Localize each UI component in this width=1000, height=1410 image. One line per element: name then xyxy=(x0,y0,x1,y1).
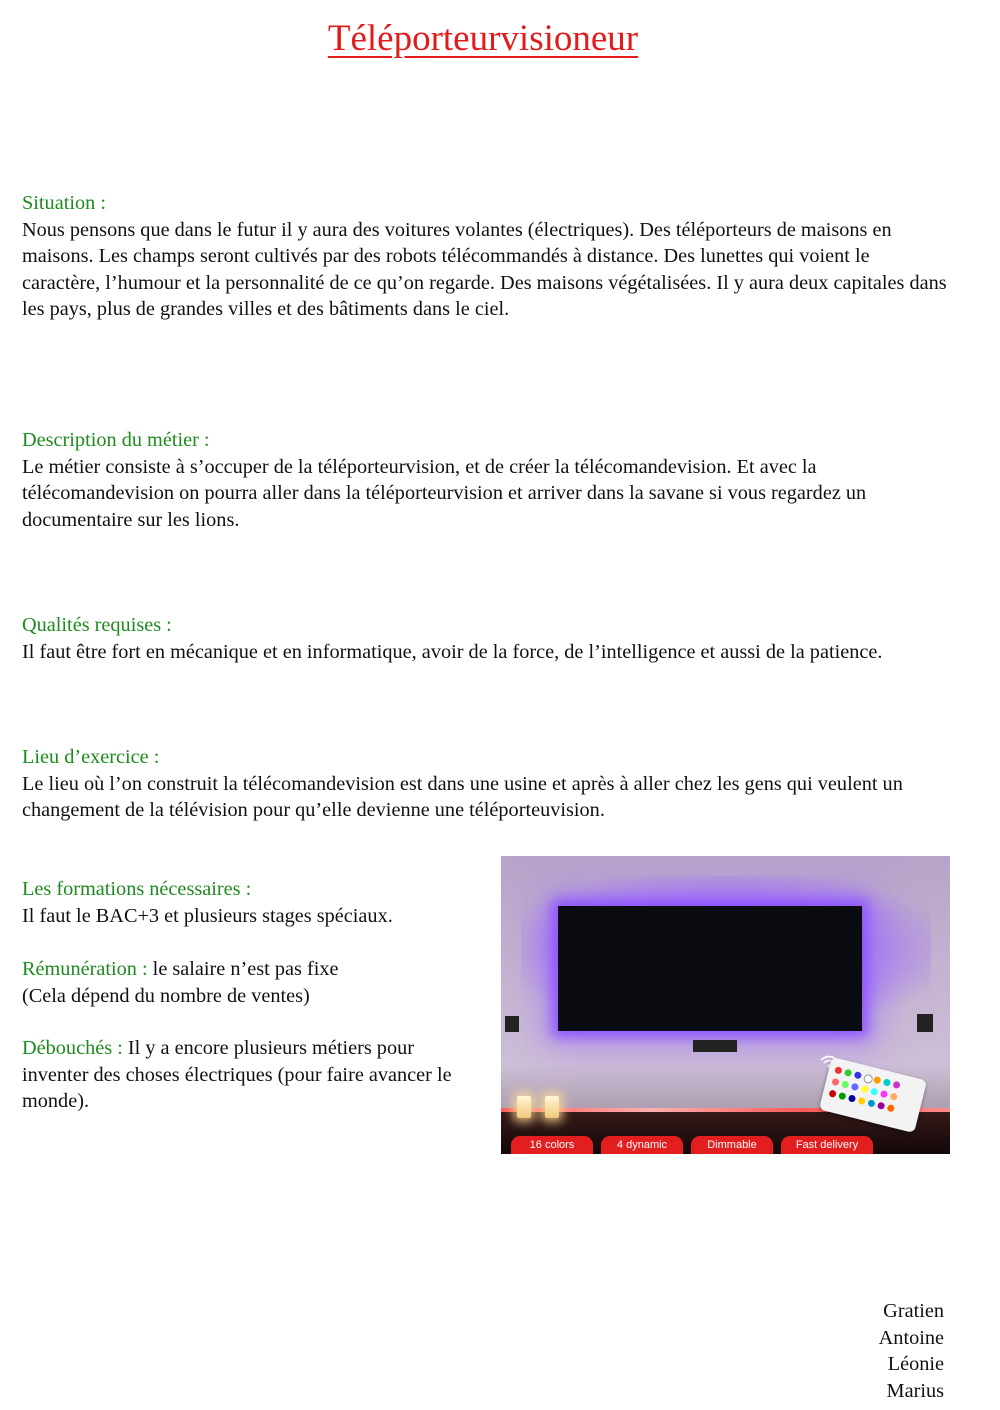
qualites-section xyxy=(22,612,952,665)
lieu-text: Le lieu où l’on construit la télécomandevision est dans une usine et après à aller chez les gens qui veulent un changement de la télévision pour qu’elle devienne une téléporteuvision. xyxy=(22,772,903,821)
badge-dimmable: Dimmable xyxy=(691,1136,773,1154)
situation-heading: Situation : xyxy=(22,192,106,214)
tv-screen xyxy=(558,906,862,1031)
remuneration-detail: (Cela dépend du nombre de ventes) xyxy=(22,984,310,1007)
situation-text: Nous pensons que dans le futur il y aura des voitures volantes (électriques). Des téléporteurs de maisons en maisons. Les champs seront cultivés par des robots télécommandés à distance. Des lunettes qui voient le caractère, l’humour et la personnalité de ce qu’on regarde. Des maisons végétalisées. Il y aura deux capitales dans les pays, plus de grandes villes et des bâtiments dans le ciel. xyxy=(22,218,947,320)
author-name: Léonie xyxy=(887,1353,944,1375)
formations-heading: Les formations nécessaires : xyxy=(22,878,252,900)
remuneration-section xyxy=(22,956,482,1009)
description-heading: Description du métier : xyxy=(22,429,210,451)
badge-dynamic: 4 dynamic xyxy=(601,1136,683,1154)
debouches-text: Il y a encore plusieurs métiers pour inventer des choses électriques (pour faire avancer le monde). xyxy=(22,1037,452,1112)
authors-list xyxy=(879,1298,944,1404)
page-title: Téléporteurvisioneur xyxy=(327,18,639,59)
led-tv-photo xyxy=(501,856,950,1154)
speaker-right xyxy=(917,1014,933,1032)
formations-section xyxy=(22,876,482,929)
author-name: Antoine xyxy=(878,1326,944,1349)
formations-text: Il faut le BAC+3 et plusieurs stages spéciaux. xyxy=(22,904,393,927)
badge-colors: 16 colors xyxy=(511,1136,593,1154)
remuneration-text: le salaire n’est pas fixe xyxy=(147,958,339,980)
remuneration-heading: Rémunération : xyxy=(22,958,148,980)
lieu-heading: Lieu d’exercice : xyxy=(22,746,160,768)
candle-icon xyxy=(545,1096,559,1118)
candle-icon xyxy=(517,1096,531,1118)
situation-section xyxy=(22,190,952,323)
author-name: Gratien xyxy=(883,1300,944,1322)
author-name: Marius xyxy=(886,1379,944,1402)
description-section xyxy=(22,427,952,533)
qualites-text: Il faut être fort en mécanique et en informatique, avoir de la force, de l’intelligence et aussi de la patience. xyxy=(22,640,883,663)
badge-delivery: Fast delivery xyxy=(781,1136,873,1154)
speaker-left xyxy=(505,1016,519,1032)
description-text: Le métier consiste à s’occuper de la téléporteurvision, et de créer la télécomandevision. Et avec la télécomandevision on pourra aller dans la téléporteurvision et arriver dans la savane si vous regardez un documentaire sur les lions. xyxy=(22,455,867,531)
debouches-heading: Débouchés : xyxy=(22,1037,123,1059)
debouches-section xyxy=(22,1035,482,1115)
tv-stand xyxy=(693,1040,737,1052)
qualites-heading: Qualités requises : xyxy=(22,614,172,636)
lieu-section xyxy=(22,744,952,824)
